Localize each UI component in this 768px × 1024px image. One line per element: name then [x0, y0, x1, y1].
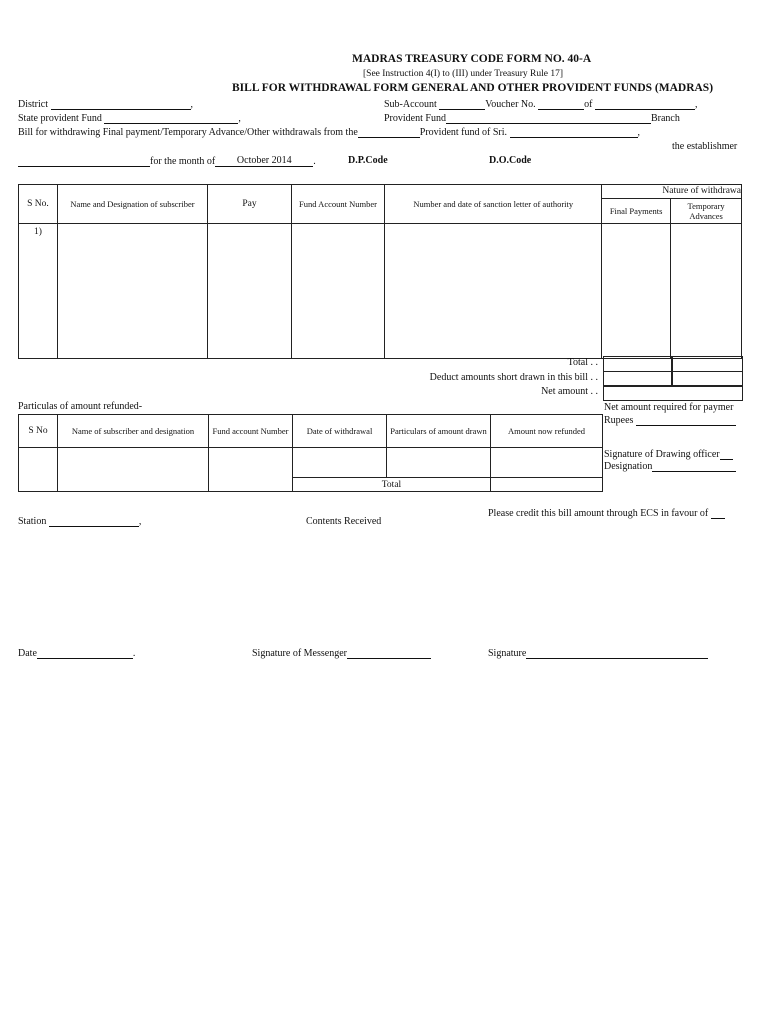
refund-total-cell[interactable]	[491, 478, 603, 492]
provident-fund-row	[384, 113, 680, 124]
do-code-label: D.O.Code	[489, 155, 532, 166]
col-nature	[602, 185, 742, 224]
signature-do-blank[interactable]	[720, 449, 733, 460]
month-value[interactable]: October 2014	[215, 155, 313, 167]
of-label: of	[584, 99, 593, 110]
bill-from-blank[interactable]	[358, 127, 420, 138]
row1-final-cell[interactable]	[602, 224, 671, 358]
provident-fund-blank[interactable]	[446, 113, 651, 124]
date-blank[interactable]	[37, 648, 133, 659]
provident-fund-label: Provident Fund	[384, 113, 446, 124]
bill-line-label: Bill for withdrawing Final payment/Temporary Advance/Other withdrawals from the	[18, 127, 358, 138]
total-label: Total . .	[567, 357, 598, 368]
refund-col-particulars: Particulars of amount drawn	[387, 415, 491, 448]
signature-blank[interactable]	[526, 648, 708, 659]
row1-fund-cell[interactable]	[291, 224, 385, 359]
refund-row-name-cell[interactable]	[58, 448, 209, 492]
row1-pay-cell[interactable]	[208, 224, 292, 359]
deduct-label: Deduct amounts short drawn in this bill . .	[429, 372, 598, 383]
dp-code-label: D.P.Code	[348, 155, 388, 166]
refund-row-date-cell[interactable]	[293, 448, 387, 478]
col-final-payments: Final Payments	[602, 199, 671, 223]
designation-label: Designation	[604, 461, 653, 472]
messenger-signature-blank[interactable]	[347, 648, 431, 659]
for-month-label: for the month of	[150, 156, 216, 167]
designation-blank[interactable]	[652, 461, 736, 472]
date-row: Date .	[18, 648, 136, 659]
col-fund: Fund Account Number	[291, 185, 385, 224]
net-amount-cell[interactable]	[603, 385, 743, 401]
refund-col-name: Name of subscriber and designation	[58, 415, 209, 448]
month-prefix-blank[interactable]	[18, 156, 150, 167]
refund-col-date: Date of withdrawal	[293, 415, 387, 448]
refund-col-refunded: Amount now refunded	[491, 415, 603, 448]
station-blank[interactable]	[49, 516, 139, 527]
refund-caption: Particulas of amount refunded-	[18, 401, 143, 412]
district-blank[interactable]	[51, 99, 191, 110]
establishment-label: the establishmer	[672, 141, 738, 152]
nature-header: Nature of withdrawa	[602, 185, 741, 199]
refund-total-label: Total	[293, 478, 491, 492]
designation-row	[604, 461, 736, 472]
refund-table	[18, 414, 603, 492]
signature-do-row	[604, 449, 733, 460]
ecs-label: Please credit this bill amount through ECS in favour of	[488, 508, 709, 519]
district-label: District	[18, 99, 48, 110]
signature-label: Signature	[488, 648, 527, 659]
form-instruction: [See Instruction 4(I) to (III) under Treasury Rule 17]	[363, 69, 563, 79]
form-title: MADRAS TREASURY CODE FORM NO. 40-A	[352, 53, 592, 65]
col-name: Name and Designation of subscriber	[57, 185, 207, 224]
messenger-row	[252, 648, 431, 659]
bill-row: Bill for withdrawing Final payment/Temporary Advance/Other withdrawals from the Provident fund of Sri. ,	[18, 127, 640, 138]
form-subtitle: BILL FOR WITHDRAWAL FORM GENERAL AND OTHER PROVIDENT FUNDS (MADRAS)	[232, 82, 714, 94]
of-blank[interactable]	[595, 99, 695, 110]
rupees-label: Rupees	[604, 415, 634, 426]
refund-col-sno: S No	[19, 415, 58, 448]
date-label: Date	[18, 648, 37, 659]
ecs-blank[interactable]	[711, 508, 725, 519]
messenger-signature-label: Signature of Messenger	[252, 648, 347, 659]
col-temporary-advances: Temporary Advances	[687, 201, 725, 221]
row1-name-cell[interactable]	[57, 224, 207, 359]
voucher-label: Voucher No.	[485, 99, 536, 110]
branch-label: Branch	[650, 113, 680, 124]
station-row: Station ,	[18, 516, 142, 527]
state-pf-row: State provident Fund ,	[18, 113, 241, 124]
rupees-row	[604, 415, 736, 426]
net-required-label: Net amount required for paymer	[604, 402, 734, 413]
col-pay: Pay	[208, 185, 292, 224]
total-final-cell[interactable]	[603, 356, 673, 372]
col-sno: S No.	[19, 185, 58, 224]
month-row: for the month of October 2014 .	[18, 155, 316, 167]
pf-of-label: Provident fund of Sri.	[419, 127, 507, 138]
refund-row-sno-cell[interactable]	[19, 448, 58, 492]
withdrawal-table	[18, 184, 742, 359]
voucher-blank[interactable]	[538, 99, 584, 110]
state-pf-label: State provident Fund	[18, 113, 102, 124]
rupees-blank[interactable]	[636, 415, 736, 426]
state-pf-blank[interactable]	[104, 113, 238, 124]
row1-sanction-cell[interactable]	[385, 224, 602, 359]
row1-temporary-cell[interactable]	[671, 224, 741, 358]
row1-sno: 1)	[19, 224, 58, 359]
refund-row-fund-cell[interactable]	[209, 448, 293, 492]
sub-account-label: Sub-Account	[384, 99, 437, 110]
refund-row-particulars-cell[interactable]	[387, 448, 491, 478]
district-row: District ,	[18, 99, 193, 110]
net-amount-label: Net amount . .	[541, 386, 598, 397]
sub-account-blank[interactable]	[439, 99, 485, 110]
signature-row	[488, 648, 708, 659]
contents-received-label: Contents Received	[306, 516, 382, 527]
station-label: Station	[18, 516, 47, 527]
row1-nature-cell	[602, 224, 742, 359]
pf-of-blank[interactable]	[510, 127, 638, 138]
total-temporary-cell[interactable]	[671, 356, 743, 372]
ecs-row	[488, 508, 725, 519]
col-sanction: Number and date of sanction letter of authority	[385, 185, 602, 224]
refund-row-refunded-cell[interactable]	[491, 448, 603, 478]
signature-do-label: Signature of Drawing officer	[604, 449, 720, 460]
sub-account-row: Sub-Account Voucher No. of ,	[384, 99, 698, 110]
refund-col-fund: Fund account Number	[209, 415, 293, 448]
